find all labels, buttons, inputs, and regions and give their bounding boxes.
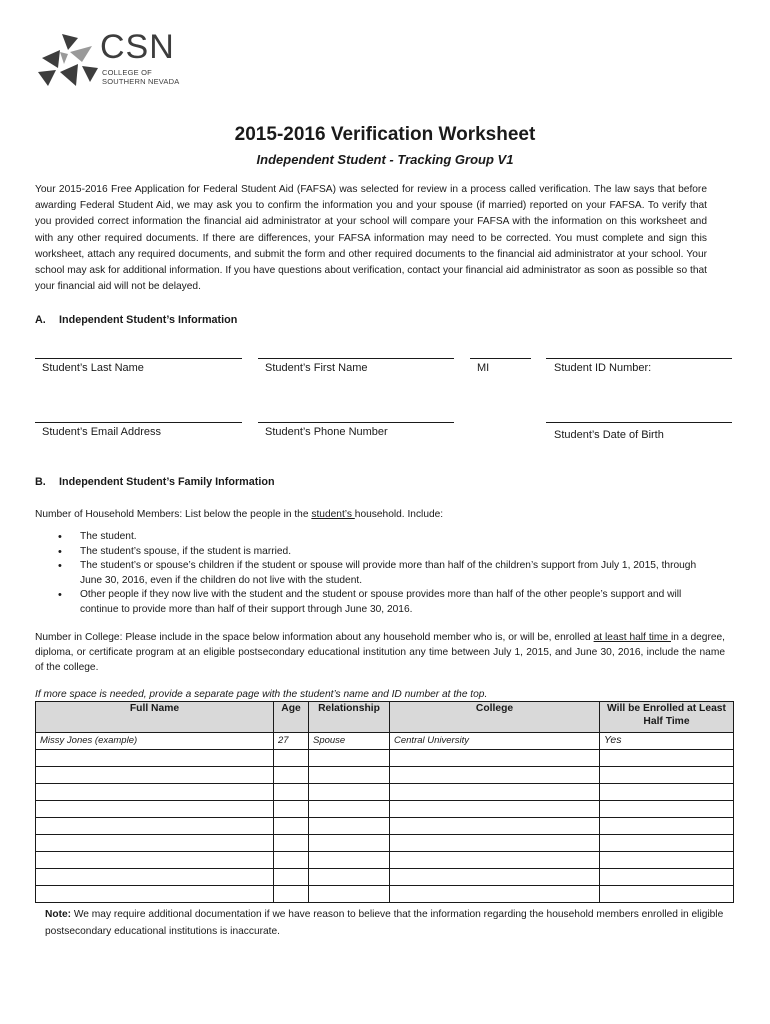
col-header-full-name: Full Name	[36, 702, 274, 733]
list-item: • Other people if they now live with the student and the student or spouse provides more than half of the other people’s support and will continue to provide more than half of their support through June 30, 2016.	[36, 588, 716, 617]
table-row-example	[36, 733, 734, 750]
example-age: 27	[274, 733, 309, 750]
cell-enrolled[interactable]	[600, 869, 734, 886]
list-item: • The student.	[36, 530, 716, 545]
cell-age[interactable]	[274, 767, 309, 784]
cell-full-name[interactable]	[36, 784, 274, 801]
table-row[interactable]	[36, 835, 734, 852]
col-header-relationship: Relationship	[309, 702, 390, 733]
household-intro-pre: Number of Household Members: List below the people in the	[35, 509, 312, 520]
cell-enrolled[interactable]	[600, 818, 734, 835]
table-row[interactable]	[36, 818, 734, 835]
cell-age[interactable]	[274, 886, 309, 903]
cell-age[interactable]	[274, 801, 309, 818]
section-a-letter: A.	[35, 314, 46, 326]
csn-logo-mark-icon	[34, 28, 100, 92]
phone-label: Student’s Phone Number	[265, 426, 388, 438]
cell-enrolled[interactable]	[600, 767, 734, 784]
cell-relationship[interactable]	[309, 835, 390, 852]
cell-relationship[interactable]	[309, 818, 390, 835]
mi-line[interactable]	[470, 358, 531, 359]
cell-college[interactable]	[390, 852, 600, 869]
cell-relationship[interactable]	[309, 784, 390, 801]
cell-enrolled[interactable]	[600, 750, 734, 767]
college-text-underlined: at least half time	[593, 632, 671, 643]
cell-full-name[interactable]	[36, 767, 274, 784]
last-name-line[interactable]	[35, 358, 242, 359]
table-row[interactable]	[36, 767, 734, 784]
cell-college[interactable]	[390, 801, 600, 818]
student-id-line[interactable]	[546, 358, 732, 359]
first-name-label: Student’s First Name	[265, 362, 368, 374]
cell-enrolled[interactable]	[600, 801, 734, 818]
cell-college[interactable]	[390, 750, 600, 767]
list-item: • The student’s spouse, if the student is married.	[36, 545, 716, 560]
email-label: Student’s Email Address	[42, 426, 162, 438]
household-intro-post: household. Include:	[354, 509, 444, 520]
cell-age[interactable]	[274, 869, 309, 886]
household-intro	[35, 507, 725, 522]
example-relationship: Spouse	[309, 733, 390, 750]
first-name-line[interactable]	[258, 358, 454, 359]
list-item: • The student’s or spouse’s children if the student or spouse will provide more than half of the children’s support from July 1, 2015, through June 30, 2016, even if the children do not live with the student.	[36, 559, 716, 588]
table-row[interactable]	[36, 750, 734, 767]
intro-paragraph: Your 2015-2016 Free Application for Federal Student Aid (FAFSA) was selected for review in a process called verification. The law says that before awarding Federal Student Aid, we may ask you to confirm the information you and your spouse (if married) reported on your FAFSA. To verify that you provided correct information the financial aid administrator at your school will compare your FAFSA with the information on this worksheet and with any other required documents. If there are differences, your FAFSA information may need to be corrected. You must complete and sign this worksheet, attach any required documents, and submit the form and other required documents to the financial aid administrator at your school. Your school may ask for additional information. If you have questions about verification, contact your financial aid administrator as soon as possible so that your financial aid will not be delayed.	[35, 184, 707, 293]
college-enrollment-table	[35, 701, 734, 903]
cell-college[interactable]	[390, 784, 600, 801]
example-college: Central University	[390, 733, 600, 750]
mi-label: MI	[477, 362, 490, 374]
cell-college[interactable]	[390, 767, 600, 784]
col-header-college: College	[390, 702, 600, 733]
section-b-title: Independent Student’s Family Information	[59, 476, 275, 488]
table-note: If more space is needed, provide a separate page with the student’s name and ID number at the top.	[35, 689, 488, 700]
cell-full-name[interactable]	[36, 801, 274, 818]
col-header-age: Age	[274, 702, 309, 733]
cell-relationship[interactable]	[309, 801, 390, 818]
table-row[interactable]	[36, 886, 734, 903]
number-in-college-paragraph	[35, 630, 725, 675]
logo-subtitle-line1: COLLEGE OF	[102, 68, 152, 77]
table-row[interactable]	[36, 869, 734, 886]
section-b-heading	[35, 476, 275, 488]
table-header-row	[36, 702, 734, 733]
logo-subtitle	[102, 68, 179, 86]
dob-line[interactable]	[546, 422, 732, 423]
section-a-heading	[35, 314, 237, 326]
cell-relationship[interactable]	[309, 750, 390, 767]
cell-relationship[interactable]	[309, 869, 390, 886]
example-full-name: Missy Jones (example)	[36, 733, 274, 750]
cell-college[interactable]	[390, 835, 600, 852]
household-intro-underlined: student’s	[311, 509, 355, 520]
cell-relationship[interactable]	[309, 886, 390, 903]
cell-age[interactable]	[274, 852, 309, 869]
college-text-post: in a degree, diploma, or certificate program at an eligible postsecondary educational institution any time between July 1, 2015, and June 30, 2016, include the name of the college.	[35, 632, 726, 673]
note-label: Note:	[45, 909, 72, 920]
phone-line[interactable]	[258, 422, 454, 423]
table-row[interactable]	[36, 801, 734, 818]
logo-subtitle-line2: SOUTHERN NEVADA	[102, 77, 180, 86]
household-members-list	[36, 530, 716, 617]
cell-college[interactable]	[390, 886, 600, 903]
cell-college[interactable]	[390, 818, 600, 835]
cell-enrolled[interactable]	[600, 852, 734, 869]
cell-relationship[interactable]	[309, 767, 390, 784]
cell-enrolled[interactable]	[600, 886, 734, 903]
cell-full-name[interactable]	[36, 886, 274, 903]
cell-full-name[interactable]	[36, 750, 274, 767]
college-text-pre: Number in College: Please include in the space below information about any household member who is, or will be, enrolled	[35, 632, 594, 643]
cell-full-name[interactable]	[36, 869, 274, 886]
page-subtitle: Independent Student - Tracking Group V1	[256, 152, 514, 167]
note-text: We may require additional documentation if we have reason to believe that the information regarding the household members enrolled in eligible postsecondary educational institutions is inaccurate.	[45, 909, 724, 937]
dob-label: Student’s Date of Birth	[554, 429, 664, 441]
cell-full-name[interactable]	[36, 835, 274, 852]
table-row[interactable]	[36, 784, 734, 801]
cell-full-name[interactable]	[36, 818, 274, 835]
section-b-letter: B.	[35, 476, 46, 488]
section-a-title: Independent Student’s Information	[59, 314, 238, 326]
cell-enrolled[interactable]	[600, 835, 734, 852]
cell-full-name[interactable]	[36, 852, 274, 869]
logo-wordmark: CSN	[100, 28, 175, 66]
email-line[interactable]	[35, 422, 242, 423]
col-header-enrolled-half-time: Will be Enrolled at Least Half Time	[600, 702, 734, 733]
page-title: 2015-2016 Verification Worksheet	[234, 124, 536, 145]
student-id-label: Student ID Number:	[554, 362, 652, 374]
cell-enrolled[interactable]	[600, 784, 734, 801]
cell-relationship[interactable]	[309, 852, 390, 869]
documentation-note	[45, 906, 725, 940]
table-row[interactable]	[36, 852, 734, 869]
cell-age[interactable]	[274, 750, 309, 767]
cell-college[interactable]	[390, 869, 600, 886]
cell-age[interactable]	[274, 835, 309, 852]
last-name-label: Student’s Last Name	[42, 362, 144, 374]
cell-age[interactable]	[274, 784, 309, 801]
cell-age[interactable]	[274, 818, 309, 835]
example-enrolled: Yes	[600, 733, 734, 750]
